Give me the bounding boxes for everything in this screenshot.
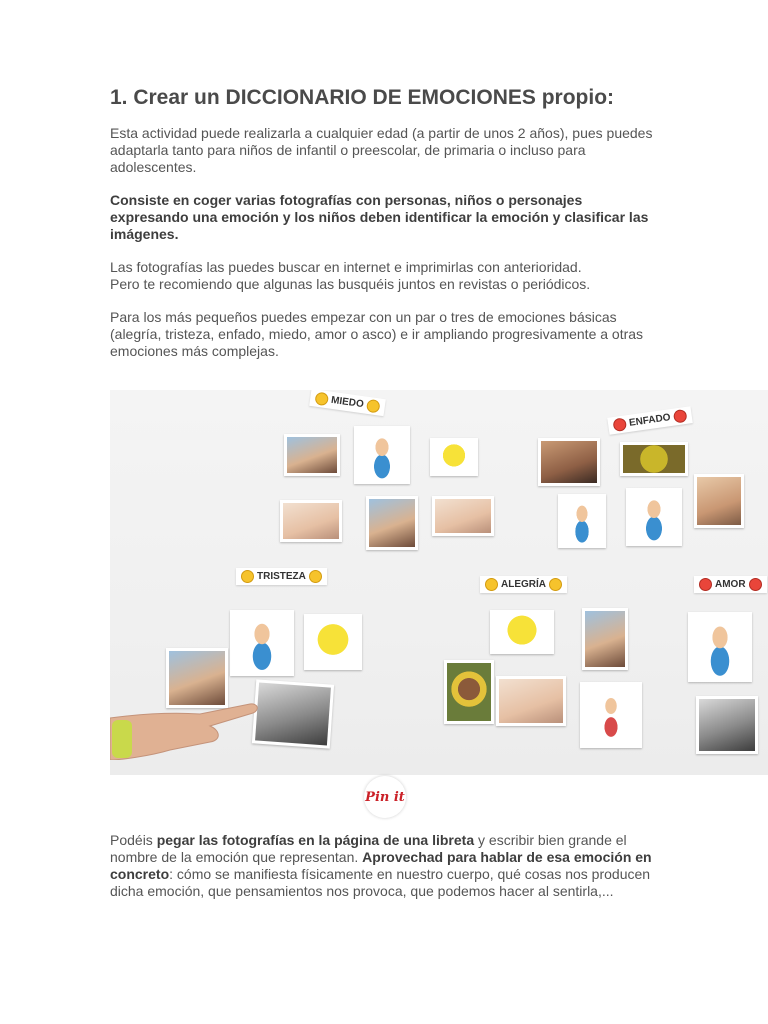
- pin-it-button[interactable]: [364, 776, 406, 818]
- page-title: 1. Crear un DICCIONARIO DE EMOCIONES propio:: [110, 86, 615, 109]
- cartoon-card: [626, 488, 682, 546]
- photos-text-line2: Pero te recomiendo que algunas las busquéis juntos en revistas o periódicos.: [110, 276, 591, 292]
- photo-card: [696, 696, 758, 754]
- photo-card: [538, 438, 600, 486]
- photos-text-line1: Las fotografías las puedes buscar en internet e imprimirlas con anterioridad.: [110, 259, 582, 275]
- sponge-card: [430, 438, 478, 476]
- closing-text-part: : cómo se manifiesta físicamente en nuestro cuerpo, qué cosas nos producen dicha emoción, que pensamientos nos provoca, que podemos hacer al sentirla,...: [110, 866, 651, 899]
- cartoon-card: [354, 426, 410, 484]
- happy-emoji-icon: [549, 578, 562, 591]
- photos-paragraph: [110, 259, 658, 293]
- intro-paragraph: [110, 125, 658, 176]
- closing-text: [110, 832, 658, 900]
- label-miedo: [309, 390, 385, 416]
- photo-card: [496, 676, 566, 726]
- activity-text: Consiste en coger varias fotografías con personas, niños o personajes expresando una emoción y los niños deben identificar la emoción y clasificar las imágenes.: [110, 192, 649, 242]
- intro-text: Esta actividad puede realizarla a cualquier edad (a partir de unos 2 años), pues puedes adaptarla tanto para niños de infantil o preescolar, de primaria o incluso para adolescentes.: [110, 125, 653, 175]
- cartoon-card: [688, 612, 752, 682]
- love-emoji-icon: [699, 578, 712, 591]
- sponge-card: [490, 610, 554, 654]
- label-enfado-text: ENFADO: [628, 412, 672, 429]
- photo-card: [284, 434, 340, 476]
- angry-emoji-icon: [673, 409, 688, 424]
- closing-text-bold: pegar las fotografías en la página de una libreta: [156, 832, 475, 848]
- love-emoji-icon: [749, 578, 762, 591]
- photo-card: [252, 679, 334, 748]
- cartoon-card: [230, 610, 294, 676]
- scared-emoji-icon: [314, 392, 329, 407]
- label-tristeza: [236, 568, 327, 585]
- scared-emoji-icon: [366, 399, 381, 414]
- cartoon-card: [580, 682, 642, 748]
- emotions-photo: [110, 390, 768, 775]
- cartoon-card: [558, 494, 606, 548]
- sponge-card: [304, 614, 362, 670]
- label-tristeza-text: TRISTEZA: [257, 571, 306, 582]
- photo-card: [366, 496, 418, 550]
- closing-text-part: y escribir bien grande el nombre de la emoción que representan.: [110, 832, 627, 865]
- label-alegria: [480, 576, 567, 593]
- pin-it-label: Pin it: [365, 789, 405, 805]
- emotions-text-line2: (alegría, tristeza, enfado, miedo, amor o asco) e ir ampliando progresivamente a otras emociones más complejas.: [110, 326, 644, 359]
- pointing-hand-icon: [110, 690, 260, 760]
- label-miedo-text: MIEDO: [330, 394, 365, 411]
- closing-text-part: Podéis: [110, 832, 157, 848]
- label-amor-text: AMOR: [715, 579, 746, 590]
- sad-emoji-icon: [241, 570, 254, 583]
- photo-card: [694, 474, 744, 528]
- activity-paragraph: [110, 192, 658, 243]
- sad-emoji-icon: [309, 570, 322, 583]
- closing-paragraph: [110, 832, 658, 900]
- label-amor: [694, 576, 767, 593]
- photo-card: [582, 608, 628, 670]
- label-enfado: [607, 406, 692, 434]
- emotions-text-line1: Para los más pequeños puedes empezar con un par o tres de emociones básicas: [110, 309, 617, 325]
- photo-card: [432, 496, 494, 536]
- photo-card: [444, 660, 494, 724]
- label-alegria-text: ALEGRÍA: [501, 579, 546, 590]
- happy-emoji-icon: [485, 578, 498, 591]
- photo-card: [280, 500, 342, 542]
- sponge-card: [620, 442, 688, 476]
- angry-emoji-icon: [612, 417, 627, 432]
- closing-text-bold: Aprovechad para hablar de esa emoción en concreto: [110, 849, 652, 882]
- emotions-paragraph: [110, 309, 658, 360]
